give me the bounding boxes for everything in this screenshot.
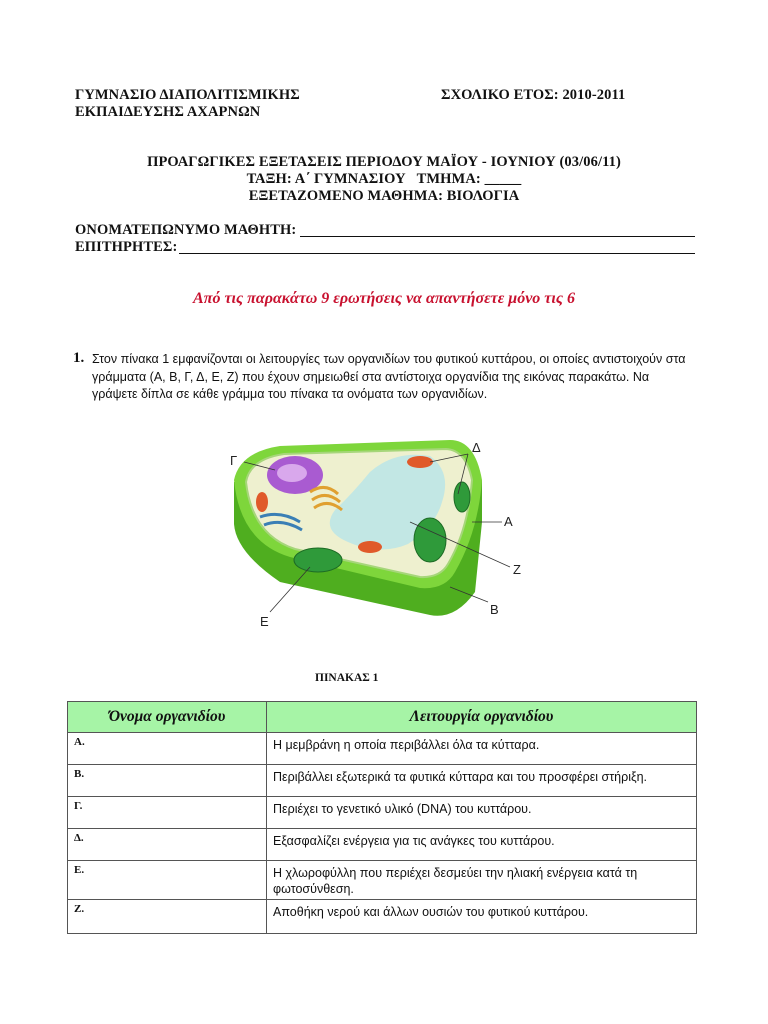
school-year: ΣΧΟΛΙΚΟ ΕΤΟΣ: 2010-2011 <box>441 87 626 103</box>
function-cell: Περιέχει το γενετικό υλικό (DNA) του κυττάρου. <box>267 797 697 829</box>
table-row <box>68 733 697 765</box>
letter-cell[interactable]: Β. <box>68 765 267 797</box>
header-organelle-function: Λειτουργία οργανιδίου <box>267 702 697 733</box>
mitochondrion <box>407 456 433 468</box>
student-name-line[interactable] <box>300 222 695 237</box>
letter-cell[interactable]: Ζ. <box>68 900 267 934</box>
table-caption: ΠΙΝΑΚΑΣ 1 <box>315 672 379 684</box>
instruction-text: Από τις παρακάτω 9 ερωτήσεις να απαντήσετε μόνο τις 6 <box>193 290 575 307</box>
label-zeta: Ζ <box>513 562 521 577</box>
question-text: Στον πίνακα 1 εμφανίζονται οι λειτουργίες των οργανιδίων του φυτικού κυττάρου, οι οποίες αντιστοιχούν στα γράμματα (Α, Β, Γ, Δ, Ε, Ζ) που έχουν σημειωθεί στα αντίστοιχα οργανίδια της εικόνας παρακάτω. Να γράψετε δίπλα σε κάθε γράμμα του πίνακα τα ονόματα των οργανιδίων. <box>92 352 686 401</box>
school-name-line2: ΕΚΠΑΙΔΕΥΣΗΣ ΑΧΑΡΝΩΝ <box>75 104 261 120</box>
plant-cell-diagram <box>220 432 540 632</box>
letter-cell[interactable]: Δ. <box>68 829 267 861</box>
question-number: 1. <box>73 350 85 366</box>
function-cell: Αποθήκη νερού και άλλων ουσιών του φυτικού κυττάρου. <box>267 900 697 934</box>
proctors-field[interactable] <box>75 239 695 256</box>
student-name-field[interactable] <box>75 222 695 239</box>
table-row <box>68 829 697 861</box>
function-cell: Η χλωροφύλλη που περιέχει δεσμεύει την ηλιακή ενέργεια κατά τη φωτοσύνθεση. <box>267 861 697 900</box>
letter-cell[interactable]: Α. <box>68 733 267 765</box>
chloroplast-2 <box>414 518 446 562</box>
table-header-row <box>68 702 697 733</box>
label-epsilon: Ε <box>260 614 269 629</box>
letter-cell[interactable]: Ε. <box>68 861 267 900</box>
table-row <box>68 900 697 934</box>
mitochondrion-2 <box>358 541 382 553</box>
chloroplast <box>294 548 342 572</box>
label-delta: Δ <box>472 440 481 455</box>
function-cell: Η μεμβράνη η οποία περιβάλλει όλα τα κύτταρα. <box>267 733 697 765</box>
subject-line: ΕΞΕΤΑΖΟΜΕΝΟ ΜΑΘΗΜΑ: ΒΙΟΛΟΓΙΑ <box>248 188 520 204</box>
header-organelle-name: Όνομα οργανιδίου <box>68 702 267 733</box>
organelle-table <box>67 701 697 934</box>
chloroplast-3 <box>454 482 470 512</box>
proctors-line[interactable] <box>179 239 695 254</box>
mitochondrion-3 <box>256 492 268 512</box>
label-beta: Β <box>490 602 499 617</box>
exam-title: ΠΡΟΑΓΩΓΙΚΕΣ ΕΞΕΤΑΣΕΙΣ ΠΕΡΙΟΔΟΥ ΜΑΪΟΥ - ΙΟΥΝΙΟΥ (03/06/11) <box>147 154 621 170</box>
table-row <box>68 797 697 829</box>
label-alpha: Α <box>504 514 513 529</box>
function-cell: Περιβάλλει εξωτερικά τα φυτικά κύτταρα και του προσφέρει στήριξη. <box>267 765 697 797</box>
label-gamma: Γ <box>230 453 238 468</box>
table-row <box>68 861 697 900</box>
function-cell: Εξασφαλίζει ενέργεια για τις ανάγκες του κυττάρου. <box>267 829 697 861</box>
student-name-label: ΟΝΟΜΑΤΕΠΩΝΥΜΟ ΜΑΘΗΤΗ: <box>75 222 297 238</box>
table-row <box>68 765 697 797</box>
nucleolus <box>277 464 307 482</box>
class-line: ΤΑΞΗ: Α΄ ΓΥΜΝΑΣΙΟΥ ΤΜΗΜΑ: _____ <box>246 171 522 187</box>
letter-cell[interactable]: Γ. <box>68 797 267 829</box>
proctors-label: ΕΠΙΤΗΡΗΤΕΣ: <box>75 239 178 255</box>
school-name-line1: ΓΥΜΝΑΣΙΟ ΔΙΑΠΟΛΙΤΙΣΜΙΚΗΣ <box>75 87 300 103</box>
